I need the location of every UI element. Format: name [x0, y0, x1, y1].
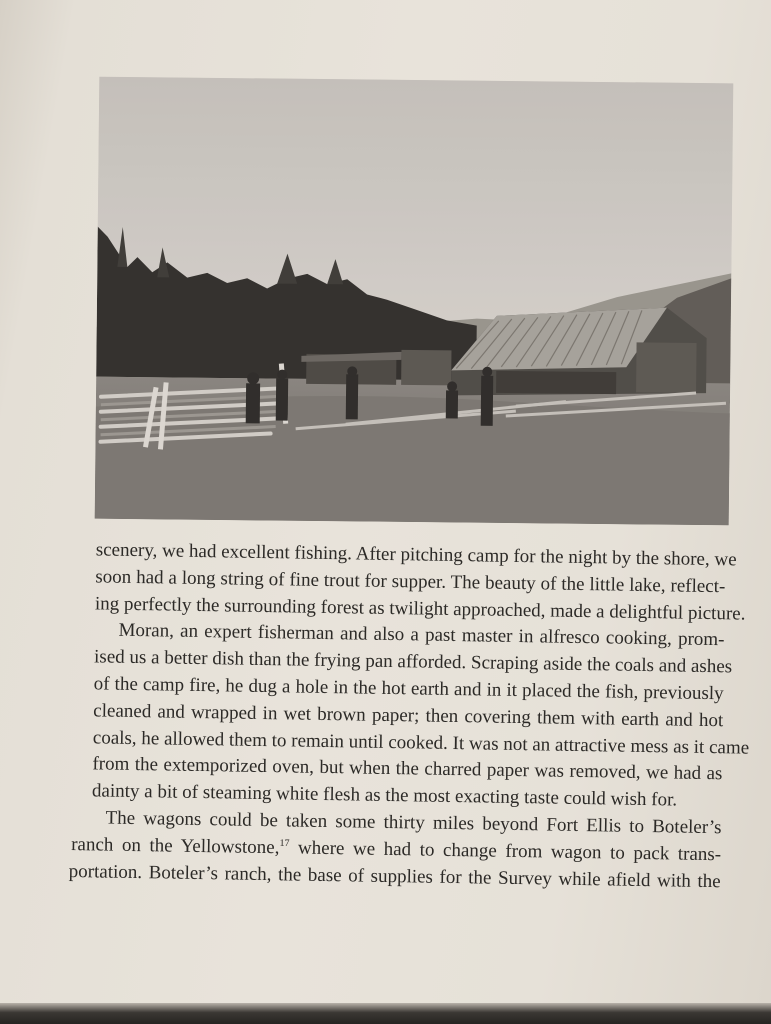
text-line: ised us a better dish than the frying pan afforded. Scraping aside the coals and ashes [93, 646, 733, 678]
footnote-marker: 17 [279, 837, 290, 849]
text-line: ing perfectly the surrounding forest as twilight approached, made a delightful picture. [94, 592, 746, 625]
text-line: The wagons could be taken some thirty miles beyond Fort Ellis to Boteler’s [105, 807, 722, 839]
text-fragment: where we had to change from wagon to pack trans- [297, 837, 722, 865]
page-edge-shadow [0, 1003, 771, 1024]
text-line: coals, he allowed them to remain until cooked. It was not an attractive mess as it came [92, 726, 750, 759]
historical-photograph [95, 77, 734, 526]
text-line: scenery, we had excellent fishing. After pitching camp for the night by the shore, we [95, 539, 737, 571]
text-line: cleaned and wrapped in wet brown paper; then covering them with earth and hot [93, 700, 724, 731]
text-line: dainty a bit of steaming white flesh as the most exacting taste could wish for. [91, 780, 678, 811]
text-line: portation. Boteler’s ranch, the base of supplies for the Survey while afield with the [68, 860, 721, 892]
text-line: Moran, an expert fisherman and also a past master in alfresco cooking, prom- [118, 620, 725, 651]
text-line: soon had a long string of fine trout for supper. The beauty of the little lake, reflect- [95, 566, 726, 598]
body-text [68, 537, 750, 896]
text-line: from the extemporized oven, but when the charred paper was removed, we had as [92, 753, 723, 785]
text-line: of the camp fire, he dug a hole in the hot earth and in it placed the fish, previously [93, 673, 724, 705]
ranch-photo-icon [95, 77, 734, 526]
text-fragment: ranch on the Yellowstone, [71, 833, 280, 859]
